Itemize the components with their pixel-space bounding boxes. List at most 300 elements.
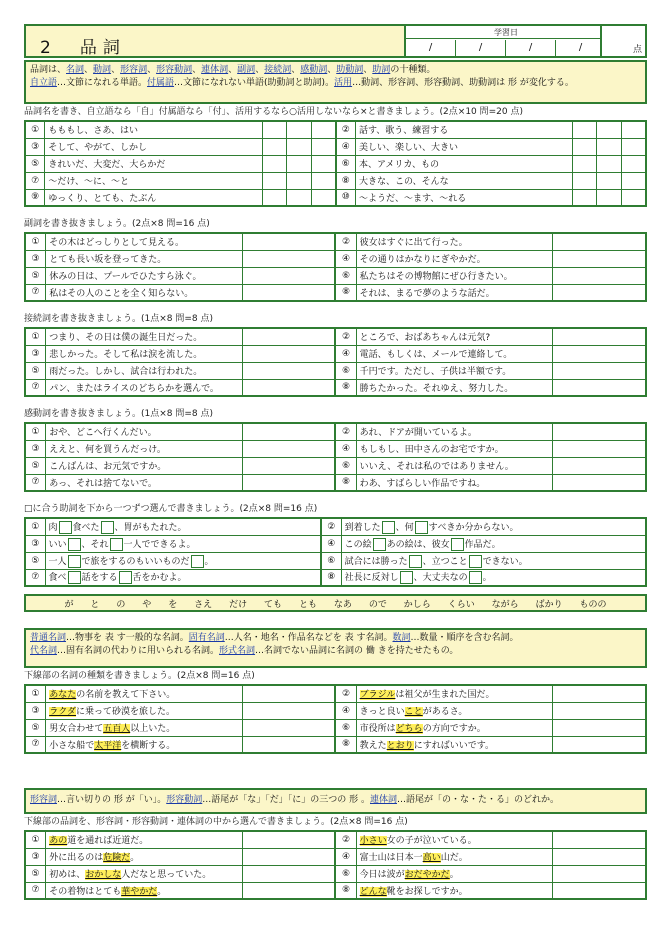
note-text: …人名・地名・作品名などを 表 す名詞。: [224, 633, 393, 643]
sentence-fragment: 教えた: [359, 740, 387, 751]
underlined-word: あの: [49, 836, 68, 847]
answer-cell[interactable]: [311, 138, 336, 155]
section3-instruction: 接続詞を書き抜きましょう。(1点×8 問=8 点): [24, 314, 214, 324]
underlined-word: どんな: [359, 886, 387, 897]
question-text: [356, 831, 553, 848]
particle-option: が: [64, 599, 74, 610]
item-number: ②: [335, 423, 356, 440]
sentence-fragment: の方向ですか。: [422, 724, 486, 734]
question-text: ゆっくり、とても、たぶん: [45, 189, 262, 206]
section4-table: [24, 422, 647, 492]
question-text: [46, 685, 243, 702]
item-number: ⑦: [25, 569, 45, 586]
section3-table: [24, 327, 647, 397]
sentence-fragment: その着物はとても: [49, 886, 122, 897]
sentence-fragment: 山だ。: [440, 853, 468, 863]
answer-cell[interactable]: [311, 189, 336, 206]
sentence-fragment: 。: [204, 556, 214, 567]
fill-in-sentence: [341, 535, 646, 552]
sentence-fragment: 市役所は: [359, 724, 396, 734]
answer-cell[interactable]: [553, 457, 646, 474]
sentence-fragment: 小さな船で: [49, 740, 95, 751]
item-number: ②: [336, 121, 356, 138]
item-number: ④: [336, 138, 356, 155]
answer-cell[interactable]: [242, 250, 335, 267]
sentence-fragment: 道を通れば近道だ。: [67, 836, 149, 847]
item-number: ⑧: [335, 379, 356, 396]
answer-cell[interactable]: [553, 474, 646, 491]
noun-types-note: [24, 628, 647, 668]
item-number: ②: [335, 233, 356, 250]
fill-in-sentence: [341, 518, 646, 535]
answer-cell[interactable]: [553, 267, 646, 284]
item-number: ④: [335, 702, 356, 719]
item-number: ⑧: [335, 736, 356, 753]
item-number: ①: [25, 328, 46, 345]
answer-cell[interactable]: [242, 474, 335, 491]
sentence-fragment: いい: [48, 539, 67, 550]
table-row: [25, 569, 646, 586]
item-number: ⑨: [25, 189, 45, 206]
underlined-word: おだやかだ: [404, 870, 450, 880]
item-number: ⑥: [335, 457, 356, 474]
answer-cell[interactable]: [242, 379, 335, 396]
question-text: [356, 848, 553, 865]
item-number: ④: [335, 440, 356, 457]
question-text: そして、やがて、しかし: [45, 138, 262, 155]
item-number: ③: [25, 848, 46, 865]
table-row: [25, 552, 646, 569]
answer-cell[interactable]: [553, 719, 646, 736]
answer-cell[interactable]: [242, 267, 335, 284]
answer-box[interactable]: [469, 571, 482, 584]
note-text: …文節になれない単語(助動詞と助詞)。: [174, 78, 335, 88]
table-row: [25, 155, 646, 172]
section4-instruction: 感動詞を書き抜きましょう。(1点×8 問=8 点): [24, 409, 214, 419]
answer-box[interactable]: [451, 538, 464, 551]
item-number: ⑤: [25, 457, 46, 474]
answer-box[interactable]: [382, 521, 395, 534]
note-text: …語尾が「の・な・た・る」のどれか。: [397, 795, 560, 805]
question-text: 雨だった。しかし、試合は行われた。: [46, 362, 243, 379]
particle-option: だけ: [229, 599, 248, 610]
sentence-fragment: 初めは、: [49, 870, 86, 880]
answer-cell[interactable]: [553, 848, 646, 865]
answer-cell[interactable]: [553, 865, 646, 882]
answer-cell[interactable]: [242, 362, 335, 379]
term-label: 動詞: [93, 65, 112, 75]
term-label: 普通名詞: [30, 633, 67, 643]
answer-cell[interactable]: [553, 702, 646, 719]
answer-cell[interactable]: [311, 155, 336, 172]
table-row: [25, 328, 646, 345]
answer-cell[interactable]: [621, 172, 646, 189]
date-field[interactable]: /: [406, 40, 456, 56]
answer-cell[interactable]: [287, 155, 311, 172]
answer-cell[interactable]: [553, 685, 646, 702]
answer-box[interactable]: [373, 538, 386, 551]
fill-in-sentence: [45, 535, 321, 552]
note-text: 、: [228, 65, 238, 75]
section6-instruction: 下線部の名詞の種類を書きましょう。(2点×8 問=16 点): [24, 671, 255, 681]
worksheet-title: [40, 33, 126, 58]
question-text: [46, 865, 243, 882]
study-date-label: 学習日: [406, 26, 606, 39]
answer-cell[interactable]: [553, 440, 646, 457]
answer-cell[interactable]: [621, 121, 646, 138]
table-row: [25, 474, 646, 491]
particle-option: ながら: [491, 599, 519, 610]
answer-cell[interactable]: [262, 138, 286, 155]
term-label: 活用: [334, 78, 353, 88]
answer-cell[interactable]: [553, 423, 646, 440]
section7-instruction: 下線部の品詞を、形容詞・形容動詞・連体詞の中から選んで書きましょう。(2点×8 問=16 点): [24, 817, 408, 827]
question-text: 大きな、この、そんな: [355, 172, 572, 189]
term-label: 形容詞: [120, 65, 148, 75]
table-row: [25, 379, 646, 396]
note-text: 、: [255, 65, 265, 75]
sentence-fragment: 。: [449, 870, 459, 880]
answer-cell[interactable]: [572, 172, 596, 189]
answer-cell[interactable]: [572, 189, 596, 206]
underlined-word: おかしな: [85, 870, 122, 880]
sentence-fragment: 、胃がもたれた。: [114, 522, 187, 533]
question-text: きれいだ、大変だ、大らかだ: [45, 155, 262, 172]
note-text: 、: [84, 65, 94, 75]
worksheet-header: [24, 24, 647, 58]
term-label: 感動詞: [300, 65, 328, 75]
question-text: いいえ、それは私のではありません。: [356, 457, 553, 474]
note-text: 、: [111, 65, 121, 75]
answer-cell[interactable]: [572, 138, 596, 155]
question-text: 電話、もしくは、メールで連絡して。: [356, 345, 553, 362]
section2-table: [24, 232, 647, 302]
answer-box[interactable]: [59, 521, 72, 534]
item-number: ③: [25, 250, 46, 267]
answer-cell[interactable]: [621, 189, 646, 206]
note-text: の十種類。: [390, 65, 436, 75]
term-label: 形式名詞: [219, 646, 256, 656]
item-number: ②: [335, 685, 356, 702]
term-label: 連体詞: [201, 65, 229, 75]
sentence-fragment: 。: [482, 573, 492, 584]
answer-cell[interactable]: [553, 345, 646, 362]
answer-cell[interactable]: [242, 345, 335, 362]
item-number: ⑥: [335, 362, 356, 379]
term-label: 固有名詞: [188, 633, 225, 643]
underlined-word: こと: [404, 707, 423, 717]
item-number: ⑤: [25, 865, 46, 882]
item-number: ⑦: [25, 172, 45, 189]
particle-option: ものの: [579, 599, 607, 610]
answer-cell[interactable]: [242, 831, 335, 848]
question-text: もしもし、田中さんのお宅ですか。: [356, 440, 553, 457]
answer-cell[interactable]: [311, 172, 336, 189]
sentence-fragment: 肉: [48, 522, 58, 533]
adjective-note-line: [30, 792, 641, 807]
answer-cell[interactable]: [597, 189, 621, 206]
section1-instruction: 品詞名を書き、自立語なら「自」付属語なら「付」、活用するなら○活用しないなら×と書きましょう。(2点×10 問=20 点): [24, 107, 523, 117]
answer-cell[interactable]: [553, 379, 646, 396]
question-text: 美しい、楽しい、大きい: [355, 138, 572, 155]
answer-cell[interactable]: [242, 719, 335, 736]
answer-cell[interactable]: [242, 882, 335, 899]
sentence-fragment: できない。: [482, 556, 528, 567]
sentence-fragment: 作品だ。: [464, 539, 501, 550]
table-row: [25, 831, 646, 848]
intro-line-1: [30, 64, 641, 77]
particle-option: と: [90, 599, 100, 610]
answer-cell[interactable]: [242, 233, 335, 250]
section2-instruction: 副詞を書き抜きましょう。(2点×8 問=16 点): [24, 219, 210, 229]
sentence-fragment: 舌をかむよ。: [132, 573, 187, 584]
item-number: ④: [335, 250, 356, 267]
sentence-fragment: を横断する。: [121, 740, 176, 751]
item-number: ⑥: [335, 719, 356, 736]
table-row: [25, 138, 646, 155]
question-text: つまり、その日は僕の誕生日だった。: [46, 328, 243, 345]
item-number: ⑥: [335, 865, 356, 882]
answer-cell[interactable]: [242, 865, 335, 882]
item-number: ③: [25, 535, 45, 552]
sentence-fragment: 話をする: [81, 573, 118, 584]
answer-cell[interactable]: [262, 172, 286, 189]
section6-table: [24, 684, 647, 754]
answer-cell[interactable]: [242, 685, 335, 702]
answer-box[interactable]: [119, 571, 132, 584]
note-text: …文節になれる単語。: [57, 78, 148, 88]
note-text: 、: [363, 65, 373, 75]
term-label: 副詞: [237, 65, 256, 75]
note-text: …語尾が「な」「だ」「に」の三つの 形 。: [202, 795, 370, 805]
answer-cell[interactable]: [553, 250, 646, 267]
answer-cell[interactable]: [242, 848, 335, 865]
term-label: 形容動詞: [156, 65, 193, 75]
question-text: [356, 865, 553, 882]
item-number: ⑧: [335, 284, 356, 301]
underlined-word: 太平洋: [94, 740, 122, 751]
question-text: パン、またはライスのどちらかを選んで。: [46, 379, 243, 396]
answer-cell[interactable]: [597, 121, 621, 138]
table-row: [25, 362, 646, 379]
answer-box[interactable]: [191, 555, 204, 568]
fill-in-sentence: [45, 552, 321, 569]
answer-cell[interactable]: [287, 172, 311, 189]
answer-box[interactable]: [110, 538, 123, 551]
table-row: [25, 535, 646, 552]
item-number: ④: [335, 345, 356, 362]
question-text: [46, 702, 243, 719]
question-text: [46, 719, 243, 736]
term-label: 数詞: [392, 633, 411, 643]
answer-cell[interactable]: [287, 121, 311, 138]
item-number: ①: [25, 121, 45, 138]
noun-note-line-2: [30, 645, 641, 658]
sentence-fragment: 社長に反対し: [344, 573, 399, 584]
answer-cell[interactable]: [262, 155, 286, 172]
table-row: [25, 518, 646, 535]
table-row: [25, 423, 646, 440]
answer-cell[interactable]: [597, 155, 621, 172]
answer-box[interactable]: [68, 538, 81, 551]
fill-in-sentence: [45, 569, 321, 586]
table-row: [25, 121, 646, 138]
sentence-fragment: 試合には勝った: [344, 556, 408, 567]
date-field[interactable]: /: [556, 40, 606, 56]
section5-instruction: □に合う助詞を下から一つずつ選んで書きましょう。(2点×8 問=16 点): [24, 504, 318, 514]
answer-cell[interactable]: [242, 328, 335, 345]
note-text: 、: [291, 65, 301, 75]
item-number: ③: [25, 440, 46, 457]
particle-option: かしら: [403, 599, 431, 610]
answer-cell[interactable]: [242, 702, 335, 719]
score-box[interactable]: [600, 26, 645, 56]
table-row: [25, 865, 646, 882]
question-text: もももし、さあ、はい: [45, 121, 262, 138]
sentence-fragment: 、何: [395, 522, 414, 533]
parts-of-speech-note: [24, 60, 647, 104]
sentence-fragment: 食べた: [72, 522, 100, 533]
date-field[interactable]: /: [506, 40, 556, 56]
note-text: 品詞は、: [30, 65, 67, 75]
item-number: ⑤: [25, 267, 46, 284]
answer-cell[interactable]: [572, 121, 596, 138]
note-text: 、: [147, 65, 157, 75]
underlined-word: 華やかだ: [121, 886, 158, 897]
item-number: ⑩: [336, 189, 356, 206]
answer-cell[interactable]: [572, 155, 596, 172]
question-text: [356, 719, 553, 736]
sentence-fragment: にすればいいです。: [413, 740, 494, 751]
answer-cell[interactable]: [597, 138, 621, 155]
table-row: [25, 848, 646, 865]
table-row: [25, 882, 646, 899]
answer-cell[interactable]: [553, 831, 646, 848]
underlined-word: 五百人: [103, 724, 131, 734]
question-text: [46, 736, 243, 753]
item-number: ①: [25, 423, 46, 440]
sentence-fragment: この絵: [344, 539, 372, 550]
sentence-fragment: 一人: [48, 556, 67, 567]
answer-box[interactable]: [68, 555, 81, 568]
table-row: [25, 440, 646, 457]
item-number: ①: [25, 831, 46, 848]
table-row: [25, 172, 646, 189]
question-text: ええと、何を買うんだっけ。: [46, 440, 243, 457]
sentence-fragment: で旅をするのもいいものだ: [81, 556, 190, 567]
answer-box[interactable]: [409, 555, 422, 568]
note-text: …動詞、形容詞、形容動詞、助動詞は 形 が変化する。: [352, 78, 574, 88]
sentence-fragment: 食べ: [48, 573, 67, 584]
answer-cell[interactable]: [311, 121, 336, 138]
term-label: 形容動詞: [166, 795, 203, 805]
answer-cell[interactable]: [553, 284, 646, 301]
answer-cell[interactable]: [242, 284, 335, 301]
underlined-word: ラクダ: [49, 707, 77, 717]
intro-line-2: [30, 77, 641, 90]
underlined-word: 小さい: [359, 836, 387, 847]
underlined-word: とおり: [386, 740, 414, 751]
sentence-fragment: 女の子が泣いている。: [386, 836, 477, 847]
question-text: 千円です。ただし、子供は半額です。: [356, 362, 553, 379]
particle-option: を: [168, 599, 178, 610]
answer-cell[interactable]: [287, 138, 311, 155]
sentence-fragment: があるさ。: [422, 707, 468, 717]
question-text: あっ、それは捨てないで。: [46, 474, 243, 491]
date-field[interactable]: /: [456, 40, 506, 56]
table-row: [25, 284, 646, 301]
table-row: [25, 736, 646, 753]
question-text: あれ、ドアが開いているよ。: [356, 423, 553, 440]
answer-box[interactable]: [469, 555, 482, 568]
item-number: ⑦: [25, 736, 46, 753]
term-label: 形容詞: [30, 795, 58, 805]
item-number: ⑤: [25, 155, 45, 172]
item-number: ①: [25, 685, 46, 702]
answer-cell[interactable]: [621, 138, 646, 155]
item-number: ④: [321, 535, 341, 552]
answer-box[interactable]: [68, 571, 81, 584]
question-text: [356, 702, 553, 719]
note-text: …言い切りの 形 が「い」。: [57, 795, 167, 805]
answer-cell[interactable]: [242, 423, 335, 440]
term-label: 連体詞: [370, 795, 398, 805]
item-number: ⑧: [336, 172, 356, 189]
answer-cell[interactable]: [553, 882, 646, 899]
answer-cell[interactable]: [553, 362, 646, 379]
question-text: [46, 831, 243, 848]
particle-option: とも: [298, 599, 317, 610]
table-row: [25, 702, 646, 719]
question-text: 話す、歌う、練習する: [355, 121, 572, 138]
item-number: ⑧: [335, 882, 356, 899]
answer-cell[interactable]: [287, 189, 311, 206]
item-number: ②: [321, 518, 341, 535]
sentence-fragment: 、立つこと: [422, 556, 468, 567]
answer-cell[interactable]: [242, 736, 335, 753]
question-text: 私はその人のことを全く知らない。: [46, 284, 243, 301]
question-text: ～ようだ、～ます、～れる: [355, 189, 572, 206]
item-number: ④: [335, 848, 356, 865]
sentence-fragment: 。: [130, 853, 140, 863]
note-text: …名詞でない品詞に名詞の 働 きを持たせたもの。: [255, 646, 459, 656]
answer-cell[interactable]: [242, 457, 335, 474]
answer-cell[interactable]: [262, 121, 286, 138]
answer-box[interactable]: [400, 571, 413, 584]
sentence-fragment: 靴をお探しですか。: [386, 886, 468, 897]
particle-options: [24, 594, 647, 612]
study-date-box: [404, 26, 604, 56]
answer-cell[interactable]: [597, 172, 621, 189]
answer-cell[interactable]: [262, 189, 286, 206]
table-row: [25, 719, 646, 736]
answer-cell[interactable]: [242, 440, 335, 457]
answer-cell[interactable]: [621, 155, 646, 172]
particle-option: ばかり: [535, 599, 563, 610]
sentence-fragment: 人だなと思っていた。: [121, 870, 212, 880]
answer-cell[interactable]: [553, 328, 646, 345]
underlined-word: どちら: [395, 724, 423, 734]
answer-cell[interactable]: [553, 233, 646, 250]
sentence-fragment: 外に出るのは: [49, 853, 104, 863]
item-number: ③: [25, 138, 45, 155]
answer-box[interactable]: [415, 521, 428, 534]
item-number: ⑥: [321, 552, 341, 569]
item-number: ⑦: [25, 882, 46, 899]
answer-box[interactable]: [101, 521, 114, 534]
answer-cell[interactable]: [553, 736, 646, 753]
note-text: 、: [327, 65, 337, 75]
